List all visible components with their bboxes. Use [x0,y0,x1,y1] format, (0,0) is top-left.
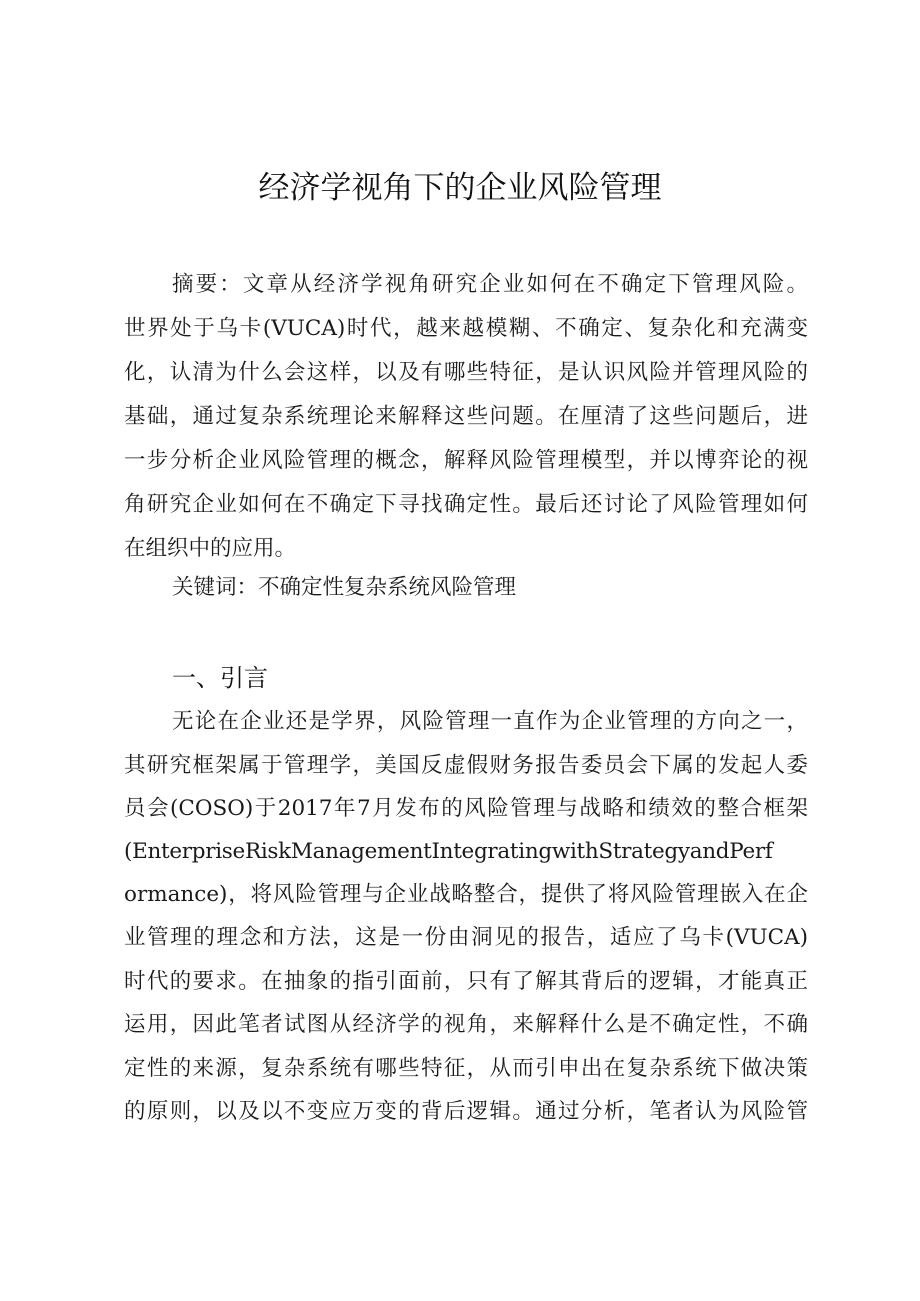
body-line: 定性的来源，复杂系统有哪些特征，从而引申出在复杂系统下做决策 [124,1056,808,1081]
body-line: 的原则，以及以不变应万变的背后逻辑。通过分析，笔者认为风险管 [124,1099,808,1124]
body-line: 其研究框架属于管理学，美国反虚假财务报告委员会下属的发起人委 [124,753,808,778]
abstract-line: 在组织中的应用。 [124,536,297,561]
body-line: ormance)，将风险管理与企业战略整合，提供了将风险管理嵌入在企 [124,882,808,907]
abstract-line: 角研究企业如何在不确定下寻找确定性。最后还讨论了风险管理如何 [124,492,808,517]
abstract-line: 世界处于乌卡(VUCA)时代，越来越模糊、不确定、复杂化和充满变 [124,316,808,341]
body-line: 员会(COSO)于2017年7月发布的风险管理与战略和绩效的整合框架 [124,796,808,821]
abstract-line: 化，认清为什么会这样，以及有哪些特征，是认识风险并管理风险的 [124,360,808,385]
abstract-line: 摘要：文章从经济学视角研究企业如何在不确定下管理风险。 [172,272,808,297]
body-line: 业管理的理念和方法，这是一份由洞见的报告，适应了乌卡(VUCA) [124,925,808,950]
body-line: 运用，因此笔者试图从经济学的视角，来解释什么是不确定性，不确 [124,1012,808,1037]
abstract-line: 基础，通过复杂系统理论来解释这些问题。在厘清了这些问题后，进 [124,404,808,429]
body-line: 无论在企业还是学界，风险管理一直作为企业管理的方向之一， [172,709,808,734]
section-heading: 一、引言 [172,664,268,692]
document-title: 经济学视角下的企业风险管理 [258,170,662,206]
body-line: (EnterpriseRiskManagementIntegratingwithStrategyandPerf [124,839,773,864]
keywords-line: 关键词：不确定性复杂系统风险管理 [172,575,517,600]
abstract-line: 一步分析企业风险管理的概念，解释风险管理模型，并以博弈论的视 [124,448,808,473]
body-line: 时代的要求。在抽象的指引面前，只有了解其背后的逻辑，才能真正 [124,969,808,994]
